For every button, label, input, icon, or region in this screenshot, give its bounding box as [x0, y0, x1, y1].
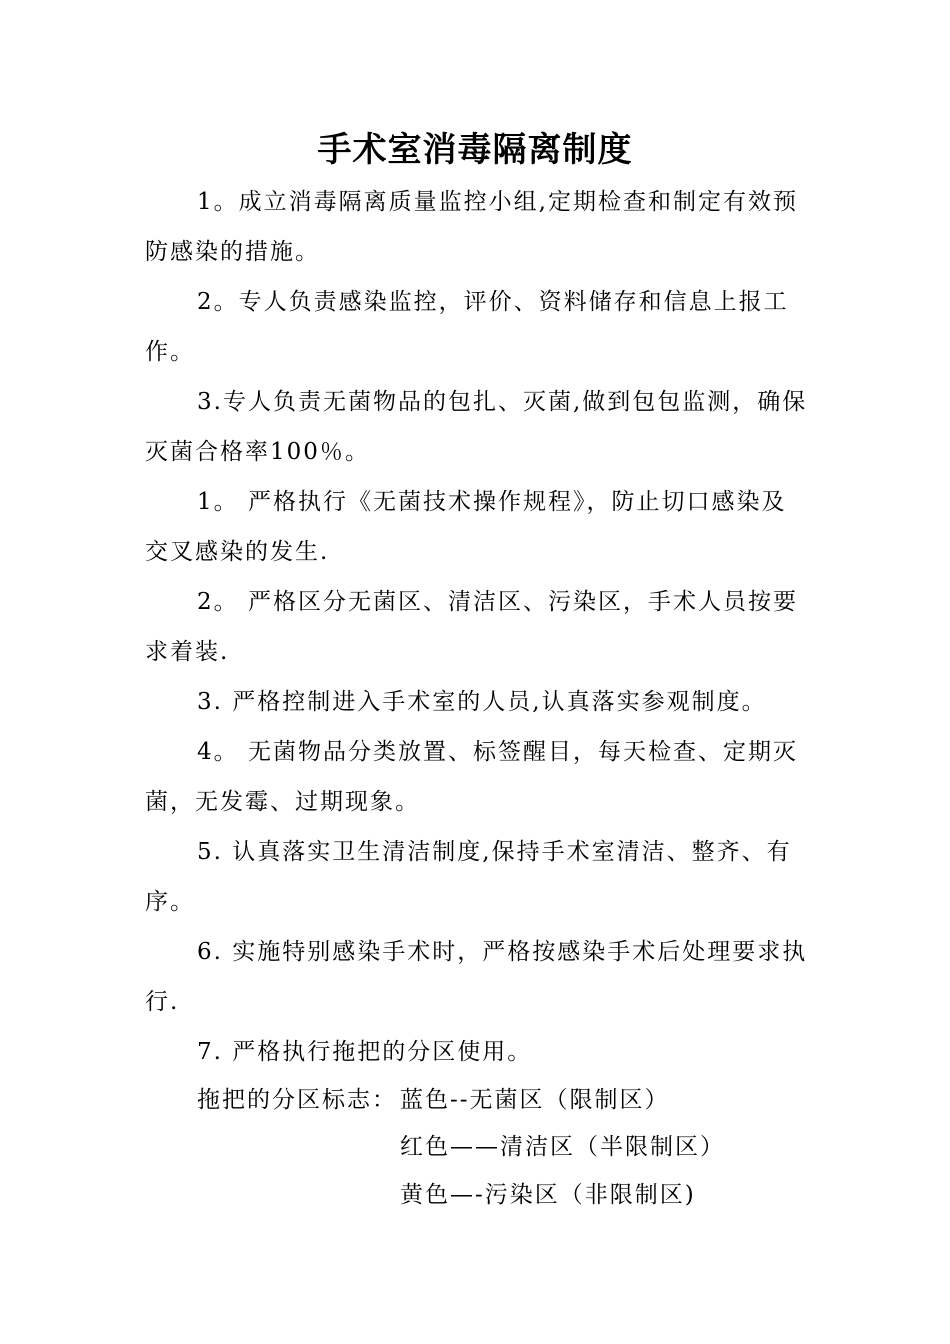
paragraph-8: 5. 认真落实卫生清洁制度,保持手术室清洁、整齐、有序。 — [145, 839, 792, 915]
paragraph-9: 6. 实施特别感染手术时，严格按感染手术后处理要求执行. — [145, 939, 808, 1015]
paragraph-5: 2。 严格区分无菌区、清洁区、污染区，手术人员按要求着装. — [145, 589, 798, 665]
paragraph-3: 3.专人负责无菌物品的包扎、灭菌,做到包包监测，确保灭菌合格率100％。 — [145, 389, 808, 465]
paragraph-7: 4。 无菌物品分类放置、标签醒目，每天检查、定期灭菌，无发霉、过期现象。 — [145, 739, 798, 815]
paragraph-10: 7. 严格执行拖把的分区使用。 — [197, 1039, 533, 1065]
mop-zone-red: 红色——清洁区（半限制区） — [400, 1134, 725, 1160]
mop-zone-blue: 蓝色--无菌区（限制区） — [400, 1087, 670, 1113]
mop-zones-label: 拖把的分区标志： — [197, 1087, 397, 1113]
paragraph-2: 2。专人负责感染监控，评价、资料储存和信息上报工作。 — [145, 289, 789, 365]
mop-zone-yellow: 黄色—-污染区（非限制区) — [400, 1182, 696, 1208]
page-title: 手术室消毒隔离制度 — [317, 130, 633, 170]
paragraph-4: 1。 严格执行《无菌技术操作规程》，防止切口感染及交叉感染的发生. — [145, 489, 787, 565]
paragraph-1: 1。成立消毒隔离质量监控小组,定期检查和制定有效预防感染的措施。 — [145, 189, 798, 265]
paragraph-6: 3. 严格控制进入手术室的人员,认真落实参观制度。 — [197, 689, 767, 715]
